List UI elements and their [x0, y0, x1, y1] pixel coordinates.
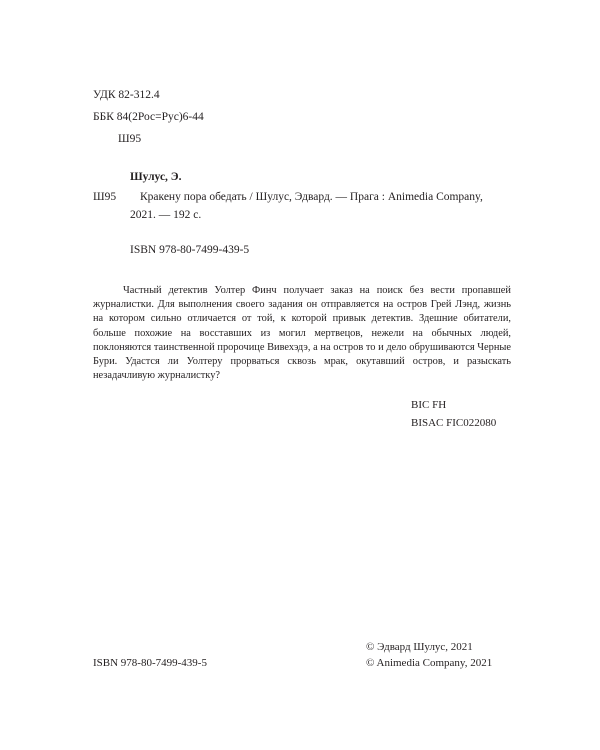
bisac-code: BISAC FIC022080	[411, 417, 497, 429]
catalog-side-mark: Ш95	[93, 191, 117, 203]
author-mark: Ш95	[118, 133, 142, 145]
copyright-author: © Эдвард Шулус, 2021	[366, 641, 473, 653]
bic-code: BIC FH	[411, 399, 447, 411]
udk-code: УДК 82-312.4	[93, 89, 160, 101]
book-annotation: Частный детектив Уолтер Финч получает заказ на поиск без вести пропавшей журналистки. Для выполнения своего задания он отправляется на остров Грей Лэнд, жизнь на котором сильно отличается от той, к которой привык детектив. Здешние обитатели, больше похожие на восставших из могил мертвецов, нежели на обычных людей, поклоняются таинственной пророчице Вивехэдэ, а на остров то и дело обрушиваются Черные Бури. Удастся ли Уолтеру прорваться сквозь мрак, окутавший остров, и разыскать незадачливую журналистку?	[93, 285, 511, 382]
footer-isbn: ISBN 978-80-7499-439-5	[93, 657, 207, 669]
catalog-author-heading: Шулус, Э.	[130, 171, 182, 183]
catalog-entry-line-2: 2021. — 192 с.	[130, 209, 202, 221]
catalog-entry-line-1: Кракену пора обедать / Шулус, Эдвард. — Прага : Animedia Company,	[140, 191, 483, 203]
catalog-isbn: ISBN 978-80-7499-439-5	[130, 244, 250, 256]
copyright-publisher: © Animedia Company, 2021	[366, 657, 493, 669]
bbk-code: ББК 84(2Рос=Рус)6-44	[93, 111, 204, 123]
